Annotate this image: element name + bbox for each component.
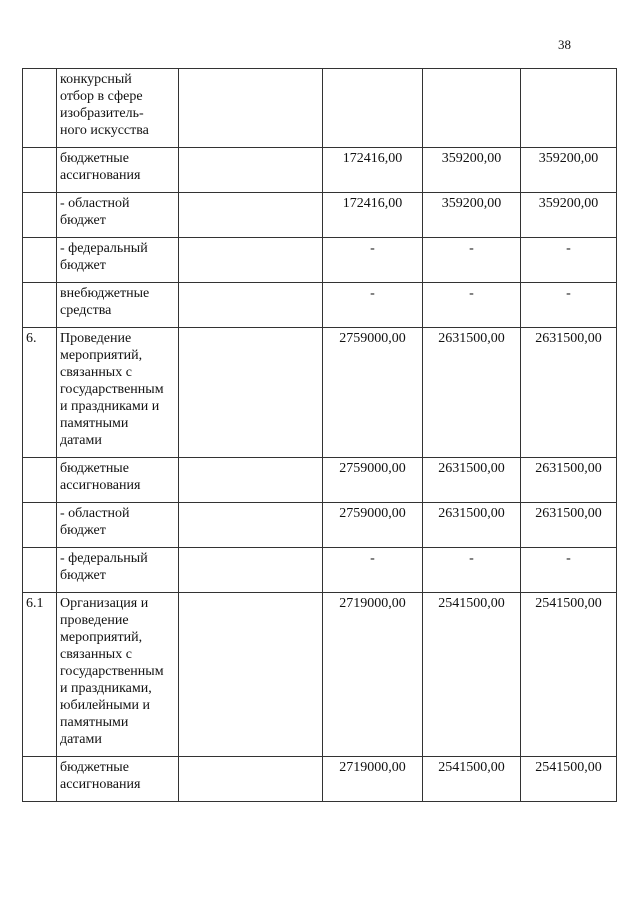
row-number-cell bbox=[23, 69, 57, 148]
executor-cell bbox=[179, 593, 323, 757]
table-row bbox=[23, 458, 617, 503]
table-row bbox=[23, 193, 617, 238]
year1-value-cell: 172416,00 bbox=[323, 148, 423, 193]
year2-value-cell: 359200,00 bbox=[423, 148, 521, 193]
year1-value-cell: 172416,00 bbox=[323, 193, 423, 238]
executor-cell bbox=[179, 458, 323, 503]
row-number-cell bbox=[23, 503, 57, 548]
year2-value-cell: - bbox=[423, 548, 521, 593]
year1-value-cell: 2759000,00 bbox=[323, 458, 423, 503]
budget-table bbox=[22, 68, 617, 802]
year2-value-cell: 359200,00 bbox=[423, 193, 521, 238]
year1-value-cell: - bbox=[323, 238, 423, 283]
year1-value-cell bbox=[323, 69, 423, 148]
year3-value-cell: 359200,00 bbox=[521, 193, 617, 238]
event-name-cell: бюджетные ассигнования bbox=[57, 458, 179, 503]
event-name-cell: конкурсный отбор в сфере изобразитель- ного искусства bbox=[57, 69, 179, 148]
year2-value-cell: 2631500,00 bbox=[423, 503, 521, 548]
table-row bbox=[23, 283, 617, 328]
event-name-cell: внебюджетные средства bbox=[57, 283, 179, 328]
executor-cell bbox=[179, 757, 323, 802]
year3-value-cell: - bbox=[521, 548, 617, 593]
executor-cell bbox=[179, 193, 323, 238]
table-row bbox=[23, 148, 617, 193]
row-number-cell bbox=[23, 283, 57, 328]
year3-value-cell: - bbox=[521, 283, 617, 328]
row-number-cell: 6. bbox=[23, 328, 57, 458]
executor-cell bbox=[179, 503, 323, 548]
row-number-cell bbox=[23, 148, 57, 193]
event-name-cell: - федеральный бюджет bbox=[57, 548, 179, 593]
year3-value-cell: - bbox=[521, 238, 617, 283]
table-row bbox=[23, 757, 617, 802]
row-number-cell: 6.1 bbox=[23, 593, 57, 757]
event-name-cell: бюджетные ассигнования bbox=[57, 757, 179, 802]
table-row bbox=[23, 238, 617, 283]
row-number-cell bbox=[23, 458, 57, 503]
year3-value-cell: 2541500,00 bbox=[521, 757, 617, 802]
year3-value-cell: 2541500,00 bbox=[521, 593, 617, 757]
row-number-cell bbox=[23, 193, 57, 238]
executor-cell bbox=[179, 69, 323, 148]
event-name-cell: Проведение мероприятий, связанных с государственным и праздниками и памятными датами bbox=[57, 328, 179, 458]
year1-value-cell: 2719000,00 bbox=[323, 593, 423, 757]
year3-value-cell: 2631500,00 bbox=[521, 458, 617, 503]
year3-value-cell: 2631500,00 bbox=[521, 328, 617, 458]
year1-value-cell: 2719000,00 bbox=[323, 757, 423, 802]
year2-value-cell: 2541500,00 bbox=[423, 757, 521, 802]
row-number-cell bbox=[23, 548, 57, 593]
event-name-cell: - федеральный бюджет bbox=[57, 238, 179, 283]
table-row bbox=[23, 548, 617, 593]
year2-value-cell: 2631500,00 bbox=[423, 328, 521, 458]
row-number-cell bbox=[23, 757, 57, 802]
executor-cell bbox=[179, 283, 323, 328]
year2-value-cell bbox=[423, 69, 521, 148]
year1-value-cell: - bbox=[323, 548, 423, 593]
year2-value-cell: - bbox=[423, 238, 521, 283]
year1-value-cell: 2759000,00 bbox=[323, 328, 423, 458]
executor-cell bbox=[179, 548, 323, 593]
table-row bbox=[23, 503, 617, 548]
year2-value-cell: - bbox=[423, 283, 521, 328]
year2-value-cell: 2541500,00 bbox=[423, 593, 521, 757]
event-name-cell: бюджетные ассигнования bbox=[57, 148, 179, 193]
event-name-cell: Организация и проведение мероприятий, связанных с государственным и праздниками, юбилейными и памятными датами bbox=[57, 593, 179, 757]
executor-cell bbox=[179, 328, 323, 458]
event-name-cell: - областной бюджет bbox=[57, 503, 179, 548]
table-row bbox=[23, 328, 617, 458]
executor-cell bbox=[179, 148, 323, 193]
event-name-cell: - областной бюджет bbox=[57, 193, 179, 238]
row-number-cell bbox=[23, 238, 57, 283]
year2-value-cell: 2631500,00 bbox=[423, 458, 521, 503]
table-row bbox=[23, 593, 617, 757]
page-number: 38 bbox=[558, 37, 571, 52]
year3-value-cell bbox=[521, 69, 617, 148]
year3-value-cell: 359200,00 bbox=[521, 148, 617, 193]
year3-value-cell: 2631500,00 bbox=[521, 503, 617, 548]
table-row bbox=[23, 69, 617, 148]
year1-value-cell: - bbox=[323, 283, 423, 328]
executor-cell bbox=[179, 238, 323, 283]
year1-value-cell: 2759000,00 bbox=[323, 503, 423, 548]
